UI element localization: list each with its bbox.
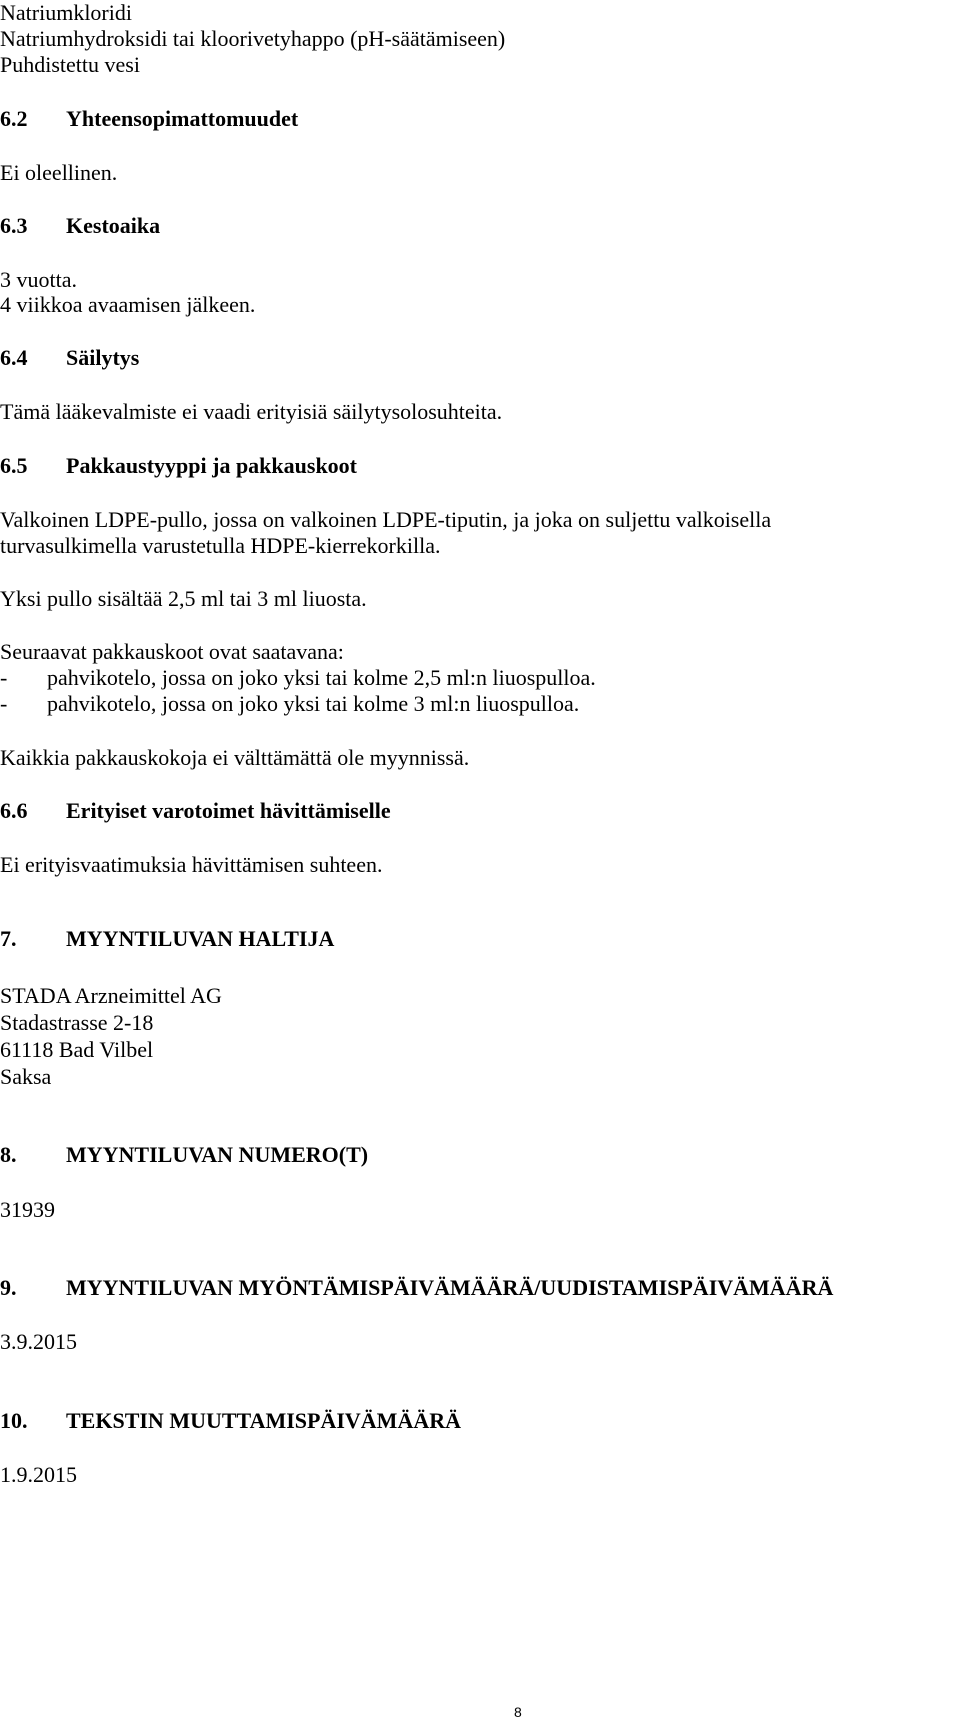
list-item-text: pahvikotelo, jossa on joko yksi tai kolme 2,5 ml:n liuospulloa. (47, 665, 596, 690)
section-title: Yhteensopimattomuudet (66, 106, 299, 131)
section-title: Erityiset varotoimet hävittämiselle (66, 798, 391, 823)
section-text: Valkoinen LDPE-pullo, jossa on valkoinen LDPE-tiputin, ja joka on suljettu valkoisella (0, 507, 772, 532)
section-text: Yksi pullo sisältää 2,5 ml tai 3 ml liuosta. (0, 586, 367, 611)
section-text: Kaikkia pakkauskokoja ei välttämättä ole myynnissä. (0, 745, 470, 770)
section-number: 10. (0, 1408, 28, 1433)
list-item-text: pahvikotelo, jossa on joko yksi tai kolme 3 ml:n liuospulloa. (47, 691, 580, 716)
section-number: 6.4 (0, 345, 28, 370)
address-line: Saksa (0, 1064, 52, 1089)
section-number: 7. (0, 926, 17, 951)
section-text: Ei oleellinen. (0, 160, 118, 185)
ingredient-line: Puhdistettu vesi (0, 52, 140, 77)
section-title: Pakkaustyyppi ja pakkauskoot (66, 453, 358, 478)
address-line: Stadastrasse 2-18 (0, 1010, 154, 1035)
list-dash: - (0, 665, 8, 690)
section-title: MYYNTILUVAN HALTIJA (66, 926, 335, 951)
address-line: STADA Arzneimittel AG (0, 983, 222, 1008)
section-text: turvasulkimella varustetulla HDPE-kierrekorkilla. (0, 533, 441, 558)
section-number: 6.2 (0, 106, 28, 131)
section-title: MYYNTILUVAN MYÖNTÄMISPÄIVÄMÄÄRÄ/UUDISTAMISPÄIVÄMÄÄRÄ (66, 1275, 834, 1300)
section-number: 9. (0, 1275, 17, 1300)
section-title: TEKSTIN MUUTTAMISPÄIVÄMÄÄRÄ (66, 1408, 462, 1433)
section-text: Ei erityisvaatimuksia hävittämisen suhteen. (0, 852, 383, 877)
section-title: Säilytys (66, 345, 140, 370)
section-title: MYYNTILUVAN NUMERO(T) (66, 1142, 369, 1167)
section-text: Seuraavat pakkauskoot ovat saatavana: (0, 639, 344, 664)
address-line: 61118 Bad Vilbel (0, 1037, 154, 1062)
section-title: Kestoaika (66, 213, 161, 238)
section-text: Tämä lääkevalmiste ei vaadi erityisiä säilytysolosuhteita. (0, 399, 503, 424)
section-number: 6.5 (0, 453, 28, 478)
section-number: 6.3 (0, 213, 28, 238)
section-number: 8. (0, 1142, 17, 1167)
section-number: 6.6 (0, 798, 28, 823)
ingredient-line: Natriumkloridi (0, 0, 132, 25)
page-number: 8 (514, 1704, 522, 1720)
section-text: 4 viikkoa avaamisen jälkeen. (0, 292, 256, 317)
revision-date: 1.9.2015 (0, 1462, 77, 1487)
section-text: 3 vuotta. (0, 267, 77, 292)
authorisation-date: 3.9.2015 (0, 1329, 77, 1354)
ingredient-line: Natriumhydroksidi tai kloorivetyhappo (pH-säätämiseen) (0, 26, 506, 51)
list-dash: - (0, 691, 8, 716)
authorisation-number: 31939 (0, 1197, 55, 1222)
